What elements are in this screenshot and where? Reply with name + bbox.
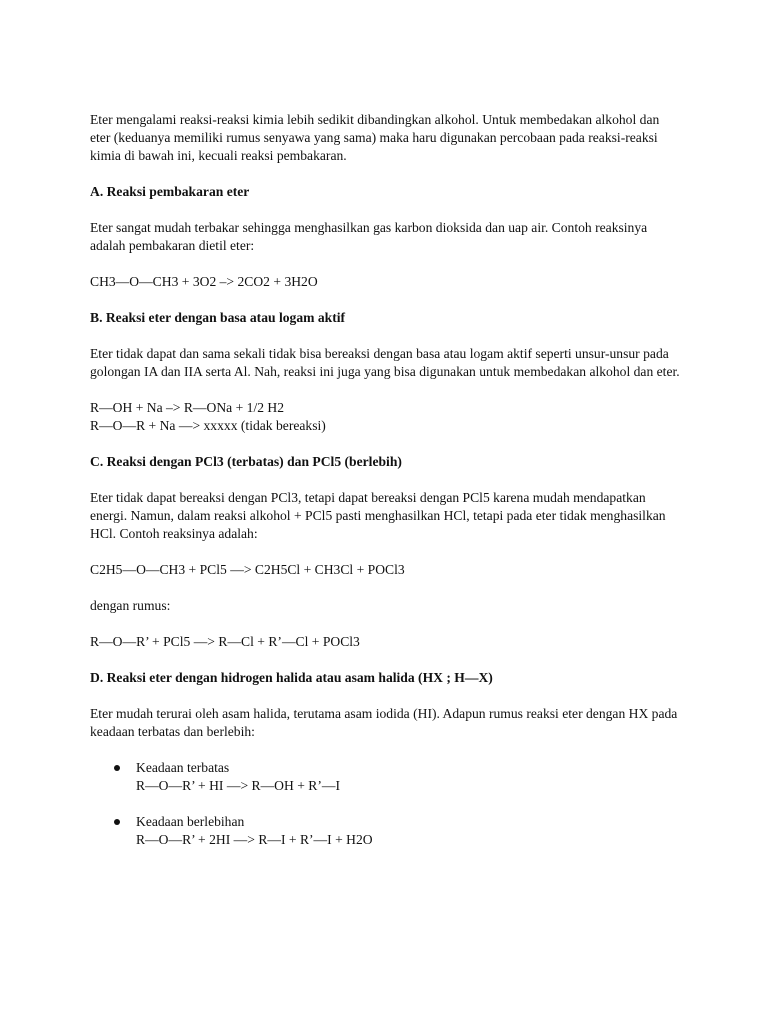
section-b-paragraph: Eter tidak dapat dan sama sekali tidak bisa bereaksi dengan basa atau logam aktif seperti unsur-unsur pada golongan IA dan IIA serta Al. Nah, reaksi ini juga yang bisa digunakan untuk membedakan alkohol dan eter.: [90, 346, 680, 379]
section-d-paragraph: Eter mudah terurai oleh asam halida, terutama asam iodida (HI). Adapun rumus reaksi eter dengan HX pada keadaan terbatas dan berlebih:: [90, 706, 678, 739]
bullet-equation: R—O—R’ + 2HI —> R—I + R’—I + H2O: [136, 832, 373, 847]
section-d-bullet-list: [90, 759, 680, 849]
section-c-equation: C2H5—O—CH3 + PCl5 —> C2H5Cl + CH3Cl + POCl3: [90, 562, 405, 577]
section-a-heading: A. Reaksi pembakaran eter: [90, 184, 250, 199]
section-b-heading: B. Reaksi eter dengan basa atau logam aktif: [90, 310, 346, 325]
section-c-formula-label: dengan rumus:: [90, 598, 171, 613]
bullet-equation: R—O—R’ + HI —> R—OH + R’—I: [136, 778, 340, 793]
section-a-paragraph: Eter sangat mudah terbakar sehingga menghasilkan gas karbon dioksida dan uap air. Contoh reaksinya adalah pembakaran dietil eter:: [90, 220, 648, 253]
section-c-paragraph: Eter tidak dapat bereaksi dengan PCl3, tetapi dapat bereaksi dengan PCl5 karena mudah mendapatkan energi. Namun, dalam reaksi alkohol + PCl5 pasti menghasilkan HCl, tetapi pada eter tidak menghasilkan HCl. Contoh reaksinya adalah:: [90, 490, 666, 541]
bullet-icon: [114, 765, 120, 771]
list-item: [90, 759, 680, 795]
intro-paragraph: Eter mengalami reaksi-reaksi kimia lebih sedikit dibandingkan alkohol. Untuk membedakan alkohol dan eter (keduanya memiliki rumus senyawa yang sama) maka haru digunakan percobaan pada reaksi-reaksi kimia di bawah ini, kecuali reaksi pembakaran.: [90, 112, 660, 163]
section-a-equation: CH3—O—CH3 + 3O2 –> 2CO2 + 3H2O: [90, 274, 318, 289]
section-b-equation-1: R—OH + Na –> R—ONa + 1/2 H2: [90, 400, 285, 415]
bullet-label: Keadaan berlebihan: [136, 814, 245, 829]
bullet-label: Keadaan terbatas: [136, 760, 230, 775]
bullet-icon: [114, 819, 120, 825]
document-body: [90, 111, 680, 867]
section-c-formula: R—O—R’ + PCl5 —> R—Cl + R’—Cl + POCl3: [90, 634, 360, 649]
section-b-equation-2: R—O—R + Na —> xxxxx (tidak bereaksi): [90, 418, 326, 433]
section-d-heading: D. Reaksi eter dengan hidrogen halida atau asam halida (HX ; H—X): [90, 670, 493, 685]
section-c-heading: C. Reaksi dengan PCl3 (terbatas) dan PCl5 (berlebih): [90, 454, 402, 469]
list-item: [90, 813, 680, 849]
section-b-equations: [90, 399, 680, 435]
